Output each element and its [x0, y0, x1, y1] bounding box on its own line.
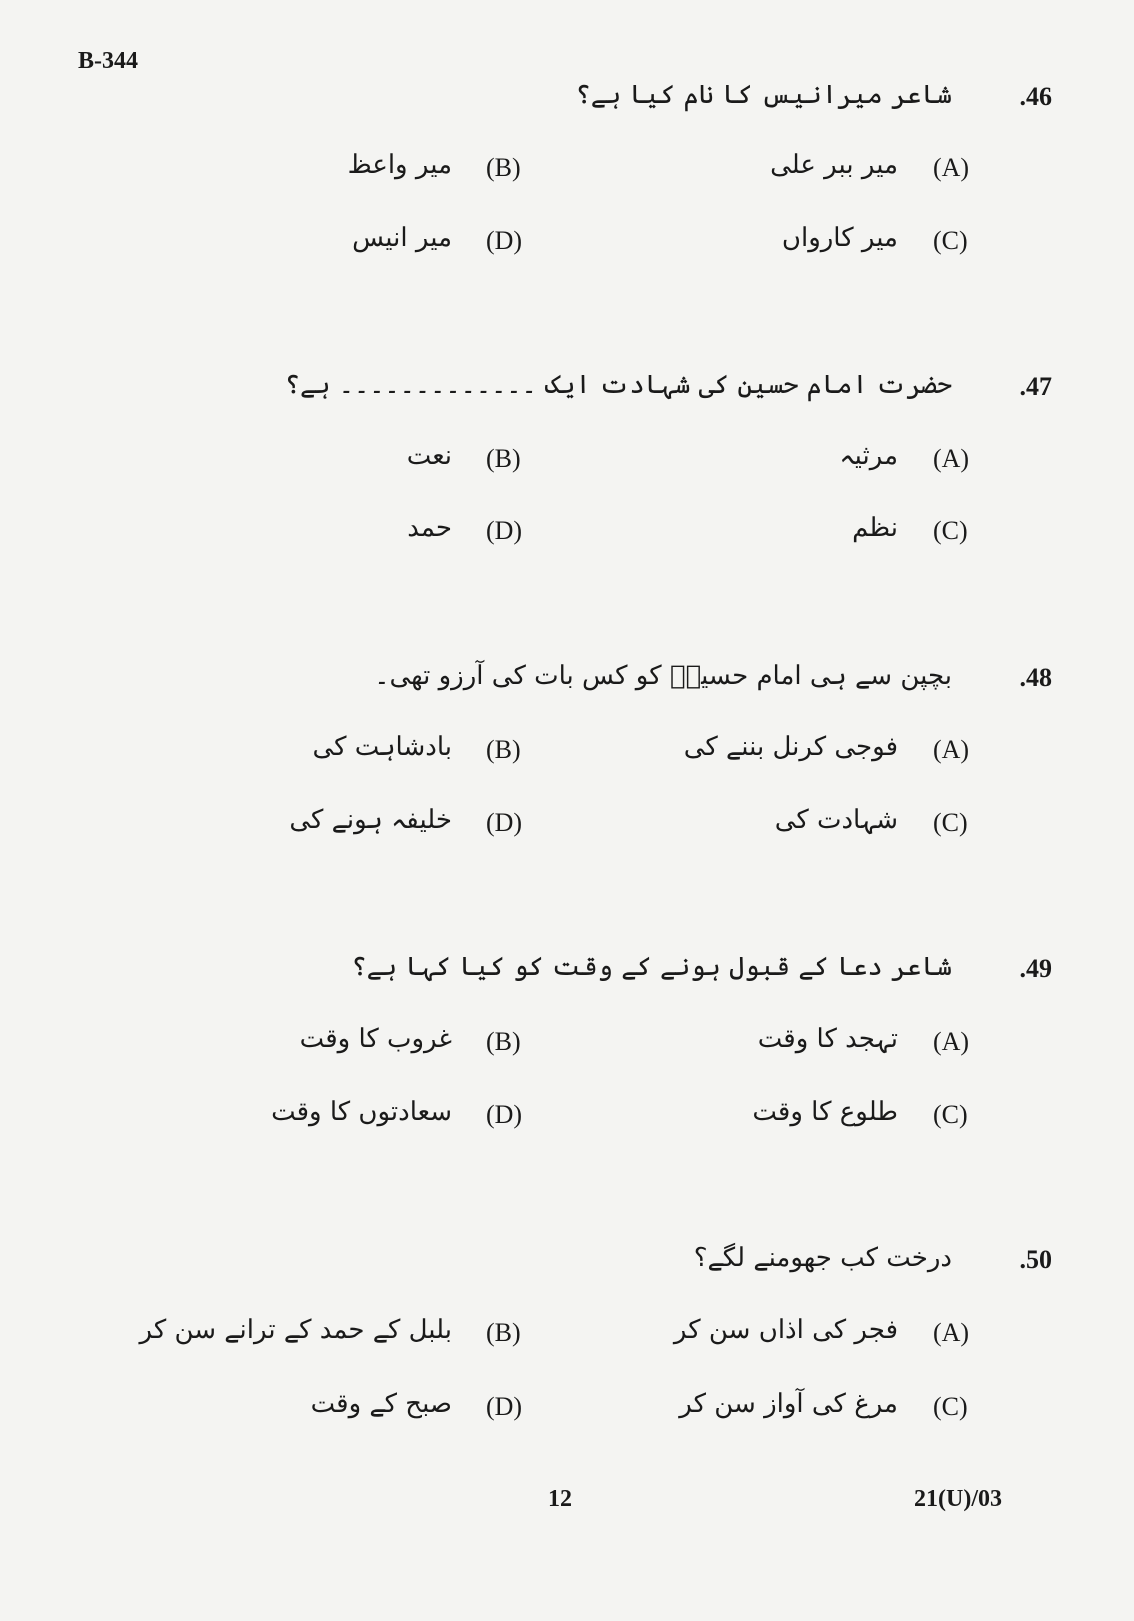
- paper-header-code: B-344: [78, 48, 138, 74]
- option-d-text: خلیفہ ہونے کی: [289, 805, 452, 835]
- question-number: .47: [1019, 372, 1052, 401]
- option-d-letter: (D): [486, 1100, 523, 1129]
- option-c-text: میر کارواں: [781, 223, 898, 253]
- option-b-letter: (B): [486, 1318, 521, 1347]
- option-b-text: نعت: [406, 441, 452, 471]
- question-text: بچپن سے ہی امام حسینؑ کو کس بات کی آرزو تھی۔: [374, 661, 952, 691]
- option-a-letter: (A): [933, 735, 970, 764]
- option-c-text: طلوع کا وقت: [752, 1097, 898, 1127]
- option-b-text: بادشاہت کی: [312, 732, 452, 762]
- option-d-text: سعادتوں کا وقت: [271, 1097, 452, 1127]
- option-d-text: حمد: [407, 513, 452, 543]
- option-a-letter: (A): [933, 1027, 970, 1056]
- option-a-text: تہجد کا وقت: [757, 1024, 898, 1054]
- question-number: .48: [1019, 663, 1052, 692]
- option-b-text: غروب کا وقت: [299, 1024, 452, 1054]
- option-c-text: مرغ کی آواز سن کر: [679, 1389, 898, 1419]
- page-number: 12: [548, 1486, 572, 1512]
- option-a-text: فوجی کرنل بننے کی: [683, 732, 898, 762]
- question-number: .49: [1019, 954, 1052, 983]
- option-b-letter: (B): [486, 1027, 521, 1056]
- question-text: درخت کب جھومنے لگے؟: [693, 1243, 952, 1273]
- option-c-letter: (C): [933, 516, 968, 545]
- option-b-text: بلبل کے حمد کے ترانے سن کر: [139, 1315, 452, 1345]
- paper-code: 21(U)/03: [914, 1486, 1002, 1512]
- option-c-letter: (C): [933, 1100, 968, 1129]
- option-d-letter: (D): [486, 808, 523, 837]
- question-text: شاعر دعا کے قبول ہونے کے وقت کو کیا کہا ہے؟: [351, 952, 952, 982]
- option-b-letter: (B): [486, 444, 521, 473]
- option-b-letter: (B): [486, 735, 521, 764]
- option-b-letter: (B): [486, 153, 521, 182]
- option-c-text: شہادت کی: [774, 805, 898, 835]
- question-number: .50: [1019, 1245, 1052, 1274]
- option-a-letter: (A): [933, 1318, 970, 1347]
- option-a-letter: (A): [933, 153, 970, 182]
- option-c-letter: (C): [933, 1392, 968, 1421]
- option-a-text: میر ببر علی: [770, 150, 898, 180]
- option-d-text: میر انیس: [352, 223, 452, 253]
- option-c-letter: (C): [933, 226, 968, 255]
- option-a-text: فجر کی اذاں سن کر: [673, 1315, 898, 1345]
- option-c-letter: (C): [933, 808, 968, 837]
- option-c-text: نظم: [852, 513, 898, 543]
- option-d-letter: (D): [486, 226, 523, 255]
- option-a-letter: (A): [933, 444, 970, 473]
- option-d-letter: (D): [486, 1392, 523, 1421]
- question-text: حضرت امام حسین کی شہادت ایک ۔۔۔۔۔۔۔۔۔۔۔۔۔ ہے؟: [284, 370, 952, 400]
- question-text: شاعر میرانیس کا نام کیا ہے؟: [575, 80, 952, 110]
- option-a-text: مرثیہ: [839, 441, 898, 471]
- question-number: .46: [1019, 82, 1052, 111]
- option-d-letter: (D): [486, 516, 523, 545]
- option-b-text: میر واعظ: [347, 150, 452, 180]
- option-d-text: صبح کے وقت: [310, 1389, 452, 1419]
